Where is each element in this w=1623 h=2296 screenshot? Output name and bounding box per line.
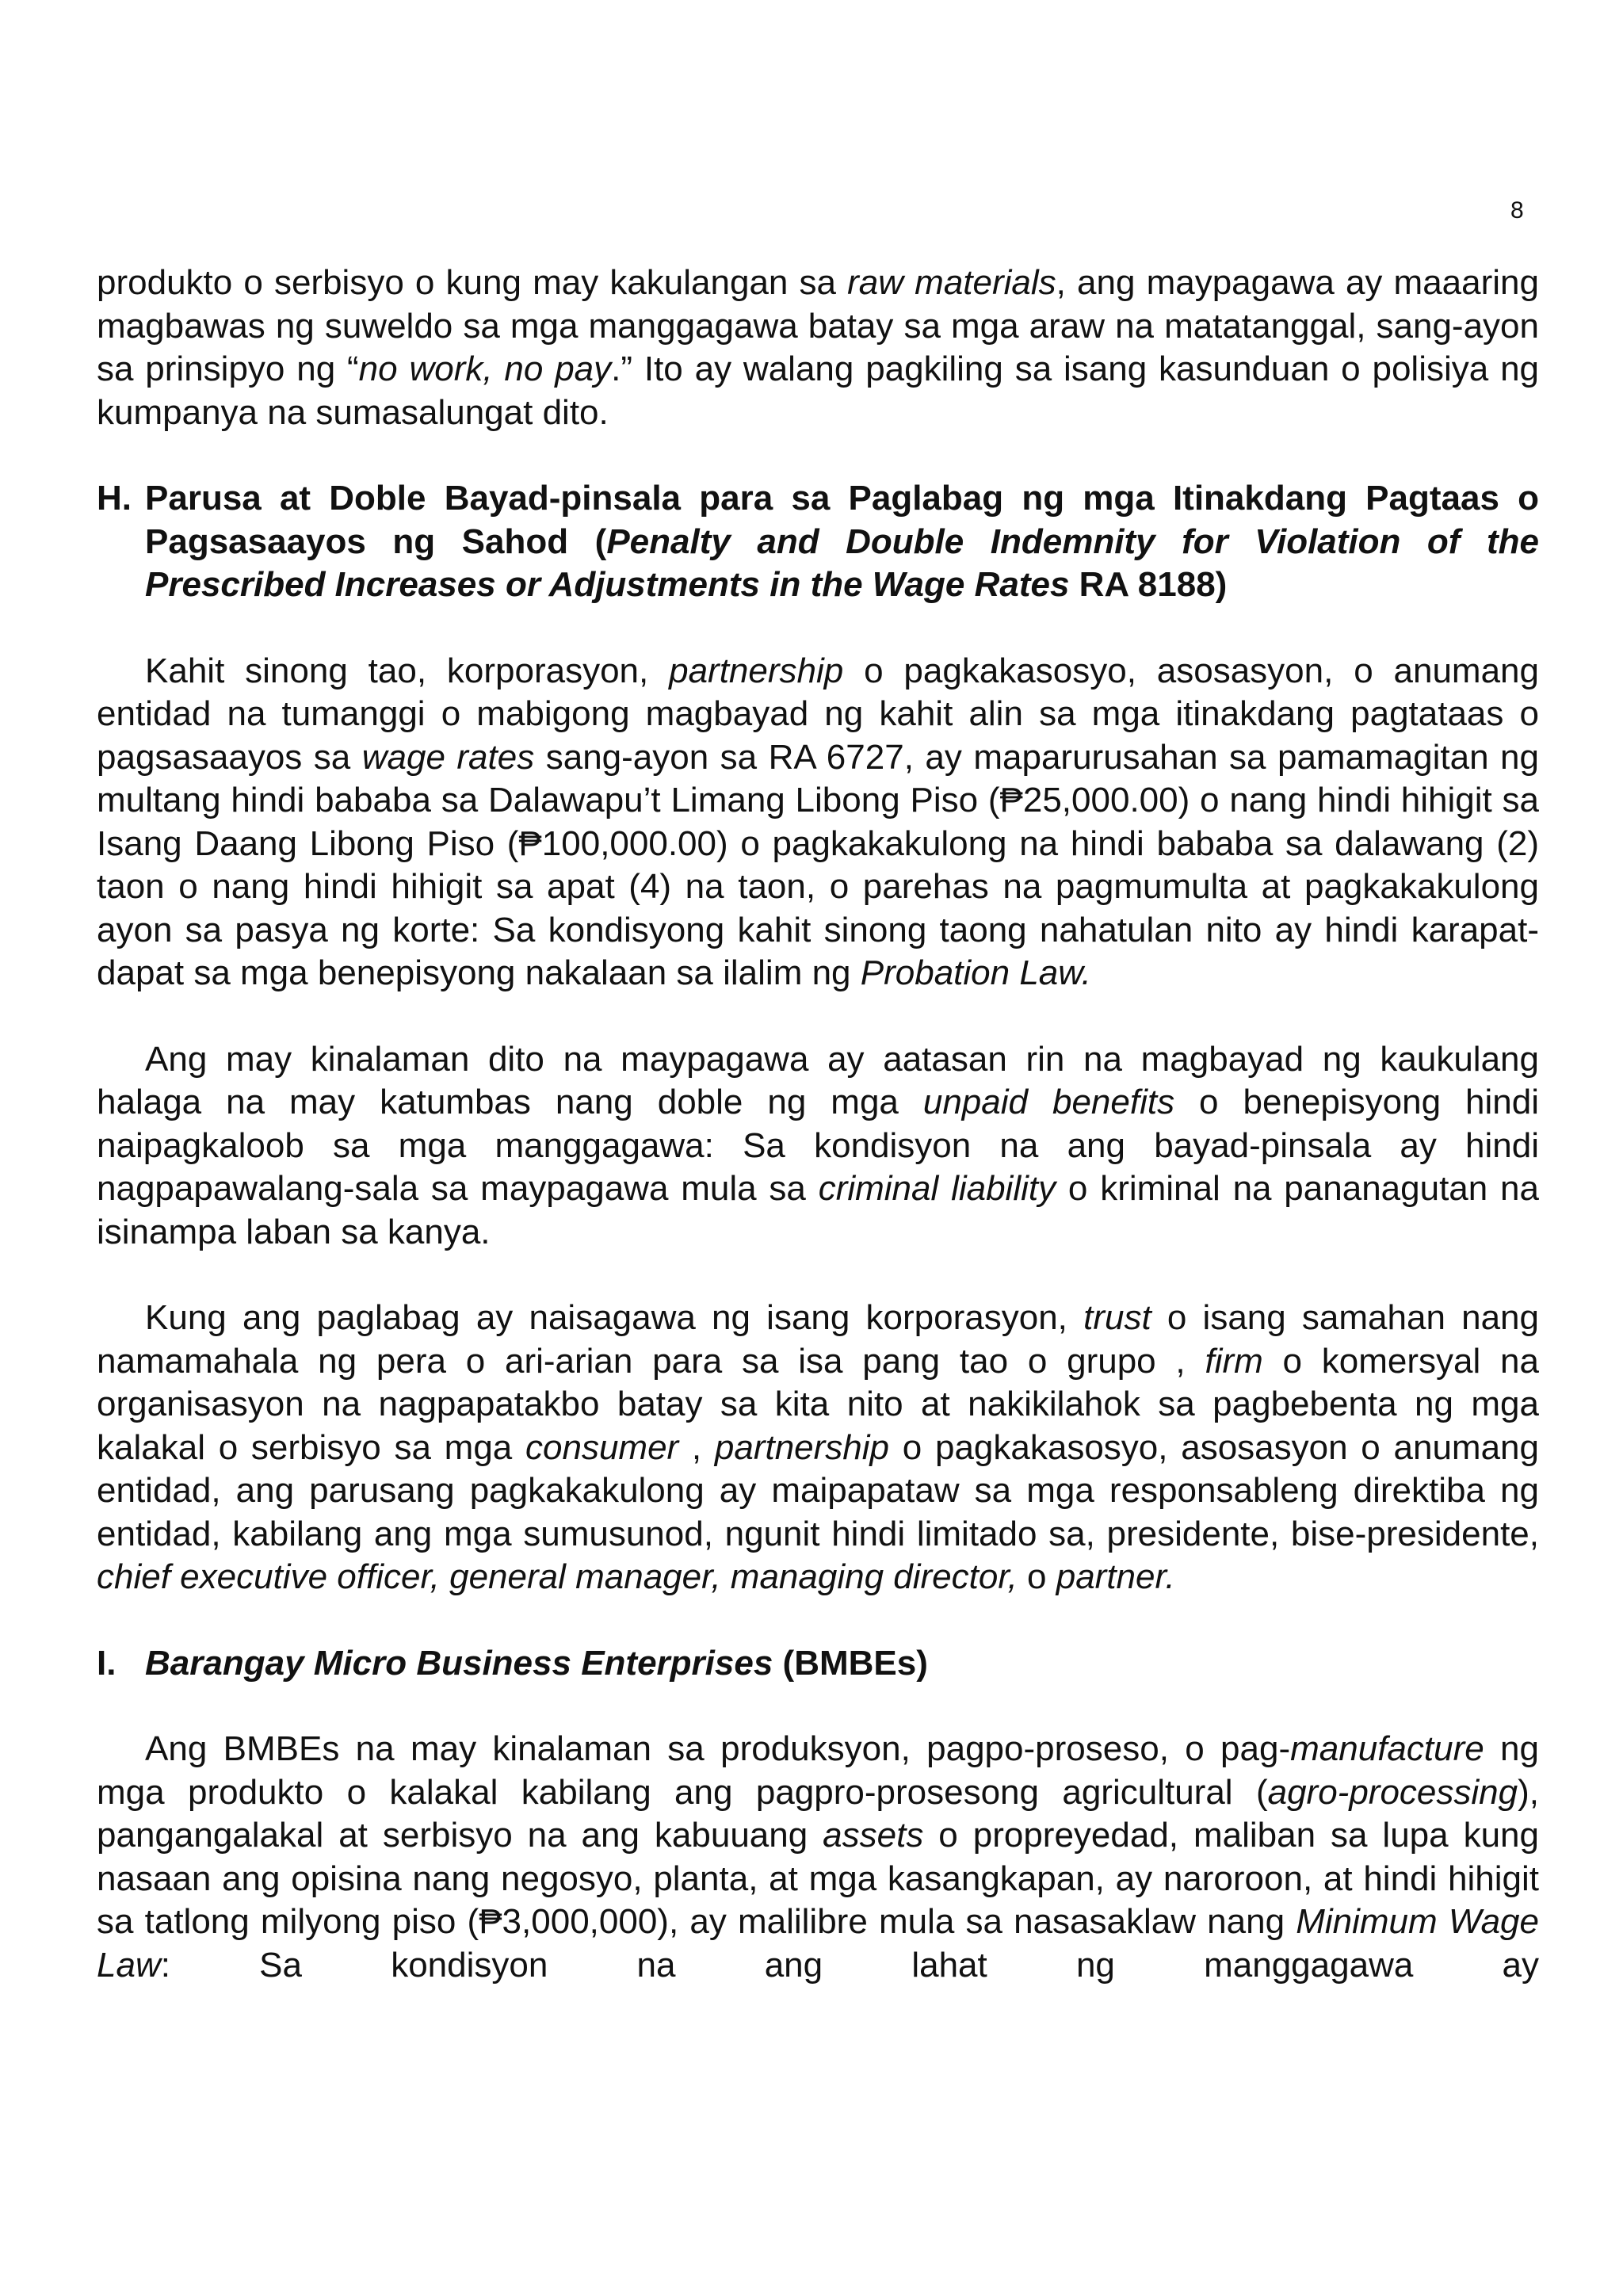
paragraph-corporate-liability: Kung ang paglabag ay naisagawa ng isang korporasyon, trust o isang samahan nang namamahala ng pera o ari-arian para sa isa pang tao o grupo , firm o komersyal na organisasyon na nagpapatakbo batay sa kita nito at nakikilahok sa pagbebenta ng mga kalakal o serbisyo sa mga consumer , partnership o pagkakasosyo, asosasyon o anumang entidad, ang parusang pagkakakulong ay maipapataw sa mga responsableng direktiba ng entidad, kabilang ang mga sumusunod, ngunit hindi limitado sa, presidente, bise-presidente, chief executive officer, general manager, managing director, o partner.: [97, 1298, 1539, 1596]
section-heading-h: [97, 477, 1539, 607]
page-number: 8: [1510, 197, 1524, 223]
paragraph-continuation: produkto o serbisyo o kung may kakulangan sa raw materials, ang maypagawa ay maaaring magbawas ng suweldo sa mga manggagawa batay sa mga araw na matatanggal, sang-ayon sa prinsipyo ng “no work, no pay.” Ito ay walang pagkiling sa isang kasunduan o polisiya ng kumpanya na sumasalungat dito.: [97, 263, 1540, 432]
paragraph-penalty: Kahit sinong tao, korporasyon, partnership o pagkakasosyo, asosasyon, o anumang entidad na tumanggi o mabigong magbayad ng kahit alin sa mga itinakdang pagtataas o pagsasaayos sa wage rates sang-ayon sa RA 6727, ay maparurusahan sa pamamagitan ng multang hindi bababa sa Dalawapu’t Limang Libong Piso (₱25,000.00) o nang hindi hihigit sa Isang Daang Libong Piso (₱100,000.00) o pagkakakulong na hindi bababa sa dalawang (2) taon o nang hindi hihigit sa apat (4) na taon, o parehas na pagmumulta at pagkakakulong ayon sa pasya ng korte: Sa kondisyong kahit sinong taong nahatulan nito ay hindi karapat-dapat sa mga benepisyong nakalaan sa ilalim ng Probation Law.: [97, 651, 1540, 992]
paragraph-double-indemnity: Ang may kinalaman dito na maypagawa ay aatasan rin na magbayad ng kaukulang halaga na may katumbas nang doble ng mga unpaid benefits o benepisyong hindi naipagkaloob sa mga manggagawa: Sa kondisyon na ang bayad-pinsala ay hindi nagpapawalang-sala sa maypagawa mula sa criminal liability o kriminal na pananagutan na isinampa laban sa kanya.: [97, 1039, 1539, 1251]
section-title: Parusa at Doble Bayad-pinsala para sa Paglabag ng mga Itinakdang Pagtaas o Pagsasaayos ng Sahod (Penalty and Double Indemnity for Violation of the Prescribed Increases or Adjustments in the Wage Rates RA 8188): [145, 479, 1539, 604]
section-title: Barangay Micro Business Enterprises (BMBEs): [145, 1643, 928, 1683]
section-letter: H.: [97, 479, 132, 518]
section-heading-i: [97, 1642, 1539, 1686]
paragraph-bmbe: Ang BMBEs na may kinalaman sa produksyon, pagpo-proseso, o pag-manufacture ng mga produkto o kalakal kabilang ang pagpro-prosesong agricultural (agro-processing), pangangalakal at serbisyo na ang kabuuang assets o propreyedad, maliban sa lupa kung nasaan ang opisina nang negosyo, planta, at mga kasangkapan, ay naroroon, at hindi hihigit sa tatlong milyong piso (₱3,000,000), ay malilibre mula sa nasasaklaw nang Minimum Wage Law: Sa kondisyon na ang lahat ng manggagawa ay: [97, 1729, 1539, 1985]
section-letter: I.: [97, 1643, 116, 1683]
document-body: [97, 262, 1539, 1987]
